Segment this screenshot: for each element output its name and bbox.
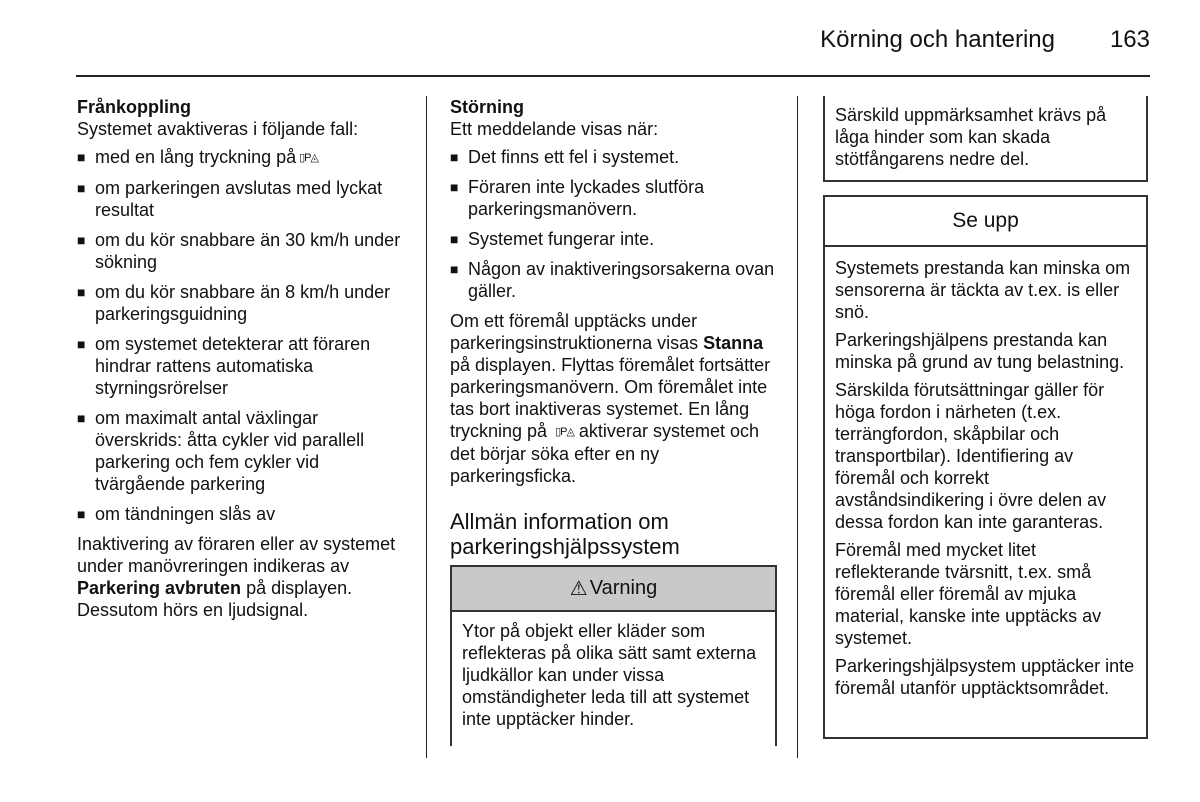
section-heading-disengage: Frånkoppling <box>77 97 191 117</box>
warning-box <box>450 565 777 746</box>
list-item: ■ om du kör snabbare än 30 km/h under sökning <box>77 230 401 272</box>
square-bullet-icon: ■ <box>450 179 459 195</box>
list-item: ■ Någon av inaktiveringsorsakerna ovan gäller. <box>450 259 775 301</box>
square-bullet-icon: ■ <box>450 231 459 247</box>
square-bullet-icon: ■ <box>77 284 86 300</box>
running-header-title: Körning och hantering <box>820 26 1055 53</box>
square-bullet-icon: ■ <box>77 180 86 196</box>
list-item: ■ om systemet detekterar att föraren hindrar rattens automatiska styrningsrörelser <box>77 334 371 398</box>
page-number: 163 <box>1109 26 1150 53</box>
warning-header <box>450 565 777 612</box>
list-item: ■ med en lång tryckning på ▯P◬ <box>77 147 318 167</box>
list-item: ■ om maximalt antal växlingar överskrids: åtta cykler vid parallell parkering och fem cykler vid tvärgående parkering <box>77 408 365 494</box>
caution-box <box>823 195 1148 739</box>
list-item: ■ Systemet fungerar inte. <box>450 229 655 249</box>
note-box: Särskild uppmärksamhet krävs på låga hinder som kan skada stötfångarens nedre del. <box>823 96 1148 182</box>
caution-paragraph: Parkeringshjälpsystem upptäcker inte föremål utanför upptäcktsområdet. <box>835 656 1135 698</box>
column-2 <box>450 96 780 571</box>
intro-text: Systemet avaktiveras i följande fall: <box>77 119 359 139</box>
section-heading-fault: Störning <box>450 97 524 117</box>
column-divider-2 <box>797 96 798 758</box>
square-bullet-icon: ■ <box>77 336 86 352</box>
list-item: ■ Föraren inte lyckades slutföra parkeringsmanövern. <box>450 177 705 219</box>
warning-label: Varning <box>589 577 658 599</box>
park-assist-icon: ▯P◬ <box>299 152 318 164</box>
square-bullet-icon: ■ <box>77 410 86 426</box>
warning-triangle-icon: ⚠ <box>569 578 588 600</box>
caution-header: Se upp <box>825 197 1146 247</box>
header-rule <box>76 75 1150 77</box>
display-message-parking-cancelled: Parkering avbruten <box>77 578 242 598</box>
column-divider-1 <box>426 96 427 758</box>
intro-text: Ett meddelande visas när: <box>450 119 659 139</box>
list-item: ■ Det finns ett fel i systemet. <box>450 147 680 167</box>
caution-body <box>825 247 1146 699</box>
square-bullet-icon: ■ <box>77 506 86 522</box>
list-item: ■ om du kör snabbare än 8 km/h under parkeringsguidning <box>77 282 391 324</box>
caution-paragraph: Särskilda förutsättningar gäller för höga fordon i närheten (t.ex. terrängfordon, skåpbilar och transportbilar). Identifiering av föremål och korrekt avståndsindikering i övre delen av dessa fordon kan inte garanteras. <box>835 380 1107 532</box>
display-message-stop: Stanna <box>703 333 764 353</box>
square-bullet-icon: ■ <box>77 149 86 165</box>
section-heading-general-info: Allmän information om parkeringshjälpssystem <box>450 509 680 559</box>
column-1 <box>77 96 407 627</box>
warning-text: Ytor på objekt eller kläder som reflekteras på olika sätt samt externa ljudkällor kan under vissa omständigheter leda till att systemet inte upptäcker hinder. <box>450 612 777 746</box>
square-bullet-icon: ■ <box>77 232 86 248</box>
object-detected-paragraph: Om ett föremål upptäcks under parkeringsinstruktionerna visas Stanna på displayen. Flyttas föremålet fortsätter parkeringsmanövern. Om föremålet inte tas bort inaktiveras systemet. En lång tryckning på ▯P◬ aktiverar systemet och det börjar söka efter en ny parkeringsficka. <box>450 311 771 486</box>
park-assist-icon: ▯P◬ <box>555 426 574 438</box>
list-item: ■ om parkeringen avslutas med lyckat resultat <box>77 178 383 220</box>
deactivation-paragraph: Inaktivering av föraren eller av systemet under manövreringen indikeras av Parkering avbruten på displayen. Dessutom hörs en ljudsignal. <box>77 534 396 620</box>
square-bullet-icon: ■ <box>450 149 459 165</box>
deactivation-list <box>77 146 407 525</box>
caution-paragraph: Systemets prestanda kan minska om sensorerna är täckta av t.ex. is eller snö. <box>835 258 1131 322</box>
list-item: ■ om tändningen slås av <box>77 504 276 524</box>
square-bullet-icon: ■ <box>450 261 459 277</box>
caution-paragraph: Föremål med mycket litet reflekterande tvärsnitt, t.ex. små föremål eller föremål av mjuka material, kanske inte upptäcks av systemet. <box>835 540 1102 648</box>
fault-list <box>450 146 780 302</box>
caution-paragraph: Parkeringshjälpens prestanda kan minska på grund av tung belastning. <box>835 330 1125 372</box>
